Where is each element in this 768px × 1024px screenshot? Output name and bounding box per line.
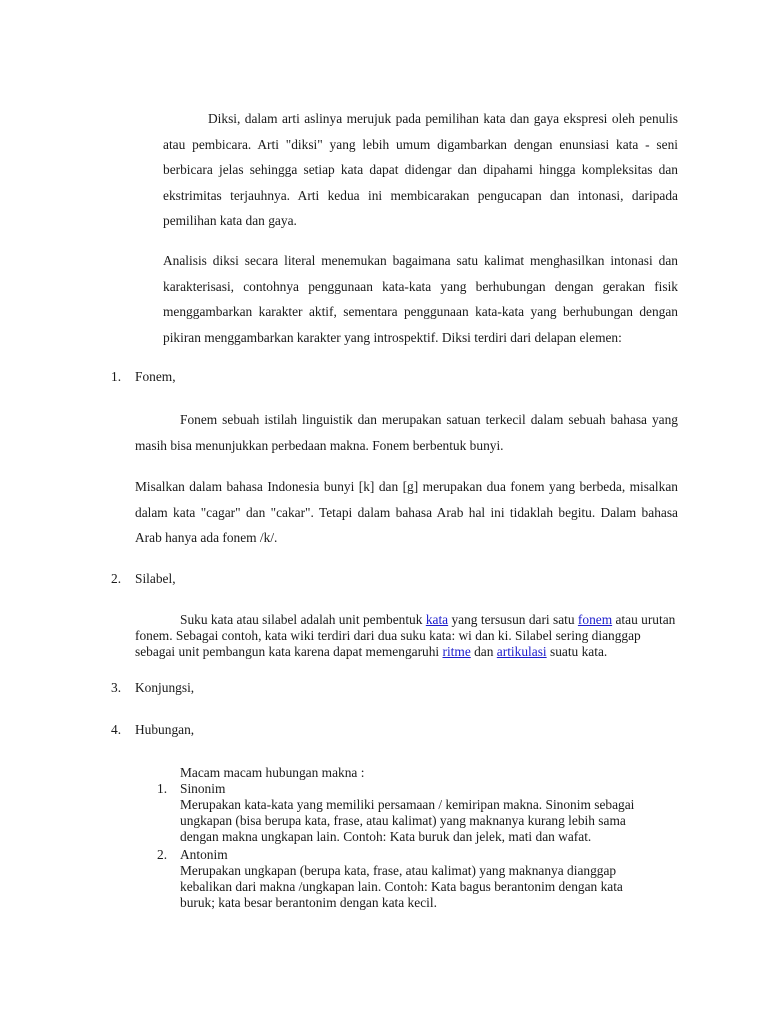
list-number-2: 2. [111, 571, 122, 586]
sublist-number-2: 2. [157, 847, 168, 862]
hubungan-intro: Macam macam hubungan makna : [180, 765, 365, 780]
antonim-text: Merupakan ungkapan (berupa kata, frase, atau kalimat) yang maknanya dianggap kebalikan dari makna /ungkapan lain. Contoh: Kata bagus berantonim dengan kata buruk; kata besar berantonim dengan kata kecil. [180, 863, 623, 911]
list-heading-konjungsi: Konjungsi, [135, 680, 195, 695]
link-fonem[interactable]: fonem [577, 612, 613, 627]
fonem-paragraph-1: Fonem sebuah istilah linguistik dan merupakan satuan terkecil dalam sebuah bahasa yang masih bisa menunjukkan perbedaan makna. Fonem berbentuk bunyi. [135, 412, 678, 453]
fonem-paragraph-2: Misalkan dalam bahasa Indonesia bunyi [k] dan [g] merupakan dua fonem yang berbeda, misalkan dalam kata "cagar" dan "cakar". Tetapi dalam bahasa Arab hal ini tidaklah begitu. Dalam bahasa Arab hanya ada fonem /k/. [135, 479, 678, 546]
list-heading-fonem: Fonem, [135, 369, 176, 384]
list-heading-silabel: Silabel, [135, 571, 176, 586]
list-heading-hubungan: Hubungan, [135, 722, 195, 737]
list-number-1: 1. [111, 369, 122, 384]
link-artikulasi[interactable]: artikulasi [496, 644, 547, 660]
antonim-title: Antonim [180, 847, 228, 862]
sublist-number-1: 1. [157, 781, 168, 796]
link-kata[interactable]: kata [425, 612, 449, 627]
list-number-3: 3. [111, 680, 122, 695]
list-number-4: 4. [111, 722, 122, 737]
sinonim-title: Sinonim [180, 781, 226, 796]
silabel-paragraph: Suku kata atau silabel adalah unit pembentuk kata yang tersusun dari satu fonem atau urutan fonem. Sebagai contoh, kata wiki terdiri dari dua suku kata: wi dan ki. Silabel sering dianggap sebagai unit pembangun kata karena dapat memengaruhi ritme dan artikulasi suatu kata. [135, 612, 676, 660]
link-ritme[interactable]: ritme [442, 644, 471, 660]
sinonim-text: Merupakan kata-kata yang memiliki persamaan / kemiripan makna. Sinonim sebagai ungkapan (bisa berupa kata, frase, atau kalimat) yang maknanya kurang lebih sama dengan makna ungkapan lain. Contoh: Kata buruk dan jelek, mati dan wafat. [180, 797, 635, 845]
intro-paragraph-2: Analisis diksi secara literal menemukan bagaimana satu kalimat menghasilkan intonasi dan karakterisasi, contohnya penggunaan kata-kata yang berhubungan dengan gerakan fisik menggambarkan karakter aktif, sementara penggunaan kata-kata yang berhubungan dengan pikiran menggambarkan karakter yang introspektif. Diksi terdiri dari delapan elemen: [163, 253, 678, 345]
intro-paragraph-1: Diksi, dalam arti aslinya merujuk pada pemilihan kata dan gaya ekspresi oleh penulis atau pembicara. Arti "diksi" yang lebih umum digambarkan dengan enunsiasi kata - seni berbicara jelas sehingga setiap kata dapat didengar dan dipahami hingga kompleksitas dan ekstrimitas terjauhnya. Arti kedua ini membicarakan pengucapan dan intonasi, daripada pemilihan kata dan gaya. [163, 111, 678, 229]
